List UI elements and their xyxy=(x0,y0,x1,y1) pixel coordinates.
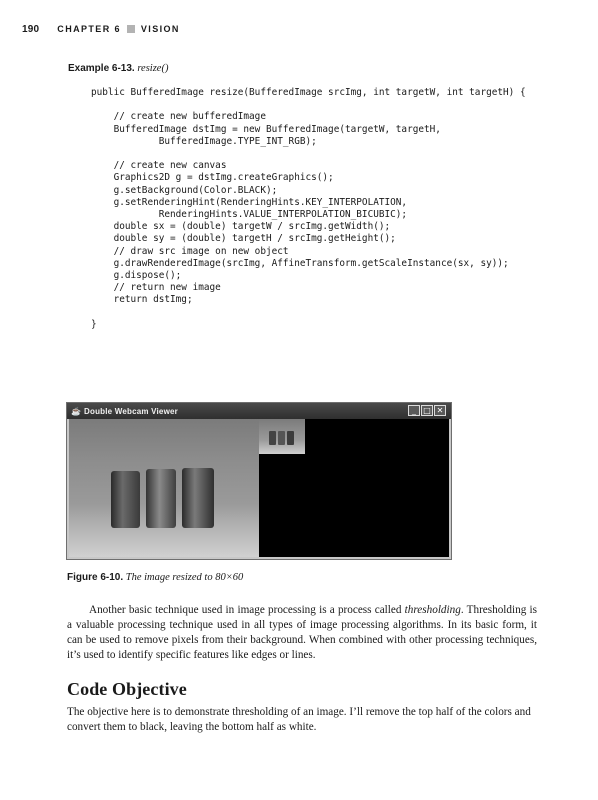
paragraph-term: thresholding xyxy=(404,604,461,616)
section-heading: Code Objective xyxy=(67,679,187,699)
chapter-title: VISION xyxy=(140,24,180,34)
viewer-canvas xyxy=(69,419,449,557)
body-paragraph-objective: The objective here is to demonstrate thresholding of an image. I’ll remove the top half of the colors and convert them to black, leaving the bottom half as white. xyxy=(67,706,531,733)
minimize-button[interactable]: _ xyxy=(408,405,420,416)
window-title: Double Webcam Viewer xyxy=(84,406,178,416)
example-label: Example 6-13. xyxy=(68,63,135,74)
body-paragraph-thresholding xyxy=(67,603,537,663)
example-title: resize() xyxy=(137,63,169,74)
figure-title: The image resized to 80×60 xyxy=(125,572,244,583)
chapter-label xyxy=(57,24,180,34)
webcam-image-resized xyxy=(259,419,305,454)
webcam-viewer-window xyxy=(66,402,452,560)
paragraph-text-after: . Thresholding is a valuable processing technique used in all types of image processing algorithms. In its basic form, it can be used to remove pixels from their background. When combined with other processing techniques, it’s used to identify specific features like edges or lines. xyxy=(67,604,537,661)
running-header xyxy=(22,22,598,36)
window-titlebar[interactable] xyxy=(67,403,451,419)
figure-label: Figure 6-10. xyxy=(67,572,124,583)
maximize-button[interactable]: □ xyxy=(421,405,433,416)
close-button[interactable]: ✕ xyxy=(434,405,446,416)
paragraph-text-before: Another basic technique used in image processing is a process called xyxy=(89,604,405,616)
code-listing: public BufferedImage resize(BufferedImage srcImg, int targetW, int targetH) { // create new bufferedImage BufferedImage dstImg = new BufferedImage(targetW, targetH, BufferedImage.TYPE_INT_RGB); // create new canvas Graphics2D g = dstImg.createGraphics(); g.setBackground(Color.BLACK); g.setRenderingHint(RenderingHints.KEY_INTERPOLATION, RenderingHints.VALUE_INTERPOLATION_BICUBIC); double sx = (double) targetW / srcImg.getWidth(); double sy = (double) targetH / srcImg.getHeight(); // draw src image on new object g.drawRenderedImage(srcImg, AffineTransform.getScaleInstance(sx, sy)); g.dispose(); // return new image return dstImg; } xyxy=(91,87,526,330)
coffee-cup-icon: ☕ xyxy=(71,406,81,416)
example-caption xyxy=(68,63,168,74)
page-number: 190 xyxy=(22,23,40,35)
window-controls xyxy=(408,405,446,416)
webcam-image-original xyxy=(69,419,259,557)
figure-caption xyxy=(67,572,243,583)
chapter-number: CHAPTER 6 xyxy=(57,24,121,34)
chapter-separator-square xyxy=(127,25,135,33)
